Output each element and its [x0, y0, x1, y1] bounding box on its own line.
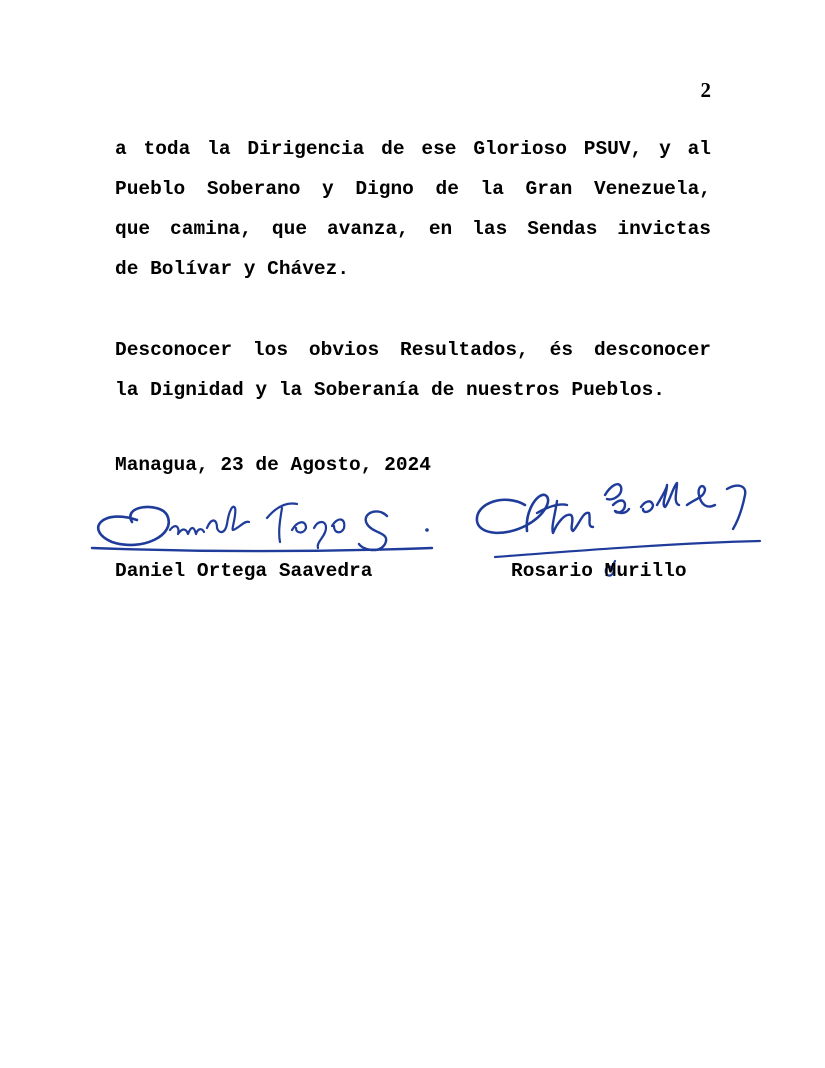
signature-daniel-ortega	[82, 490, 442, 560]
paragraph-line: la Dignidad y la Soberanía de nuestros Pueblos.	[115, 379, 665, 401]
signatory-name-daniel-ortega: Daniel Ortega Saavedra	[115, 560, 373, 582]
paragraph-1	[115, 129, 711, 289]
paragraph-line: que camina, que avanza, en las Sendas invictas	[115, 218, 711, 240]
paragraph-line: Desconocer los obvios Resultados, és desconocer	[115, 339, 711, 361]
paragraph-line: Pueblo Soberano y Digno de la Gran Venezuela,	[115, 178, 711, 200]
paragraph-line: de Bolívar y Chávez.	[115, 258, 350, 280]
paragraph-2	[115, 330, 711, 410]
place-date: Managua, 23 de Agosto, 2024	[115, 454, 431, 476]
paragraph-line: a toda la Dirigencia de ese Glorioso PSUV, y al	[115, 138, 711, 160]
page-number: 2	[700, 78, 711, 102]
signatory-name-rosario-murillo: Rosario Murillo	[511, 560, 687, 582]
